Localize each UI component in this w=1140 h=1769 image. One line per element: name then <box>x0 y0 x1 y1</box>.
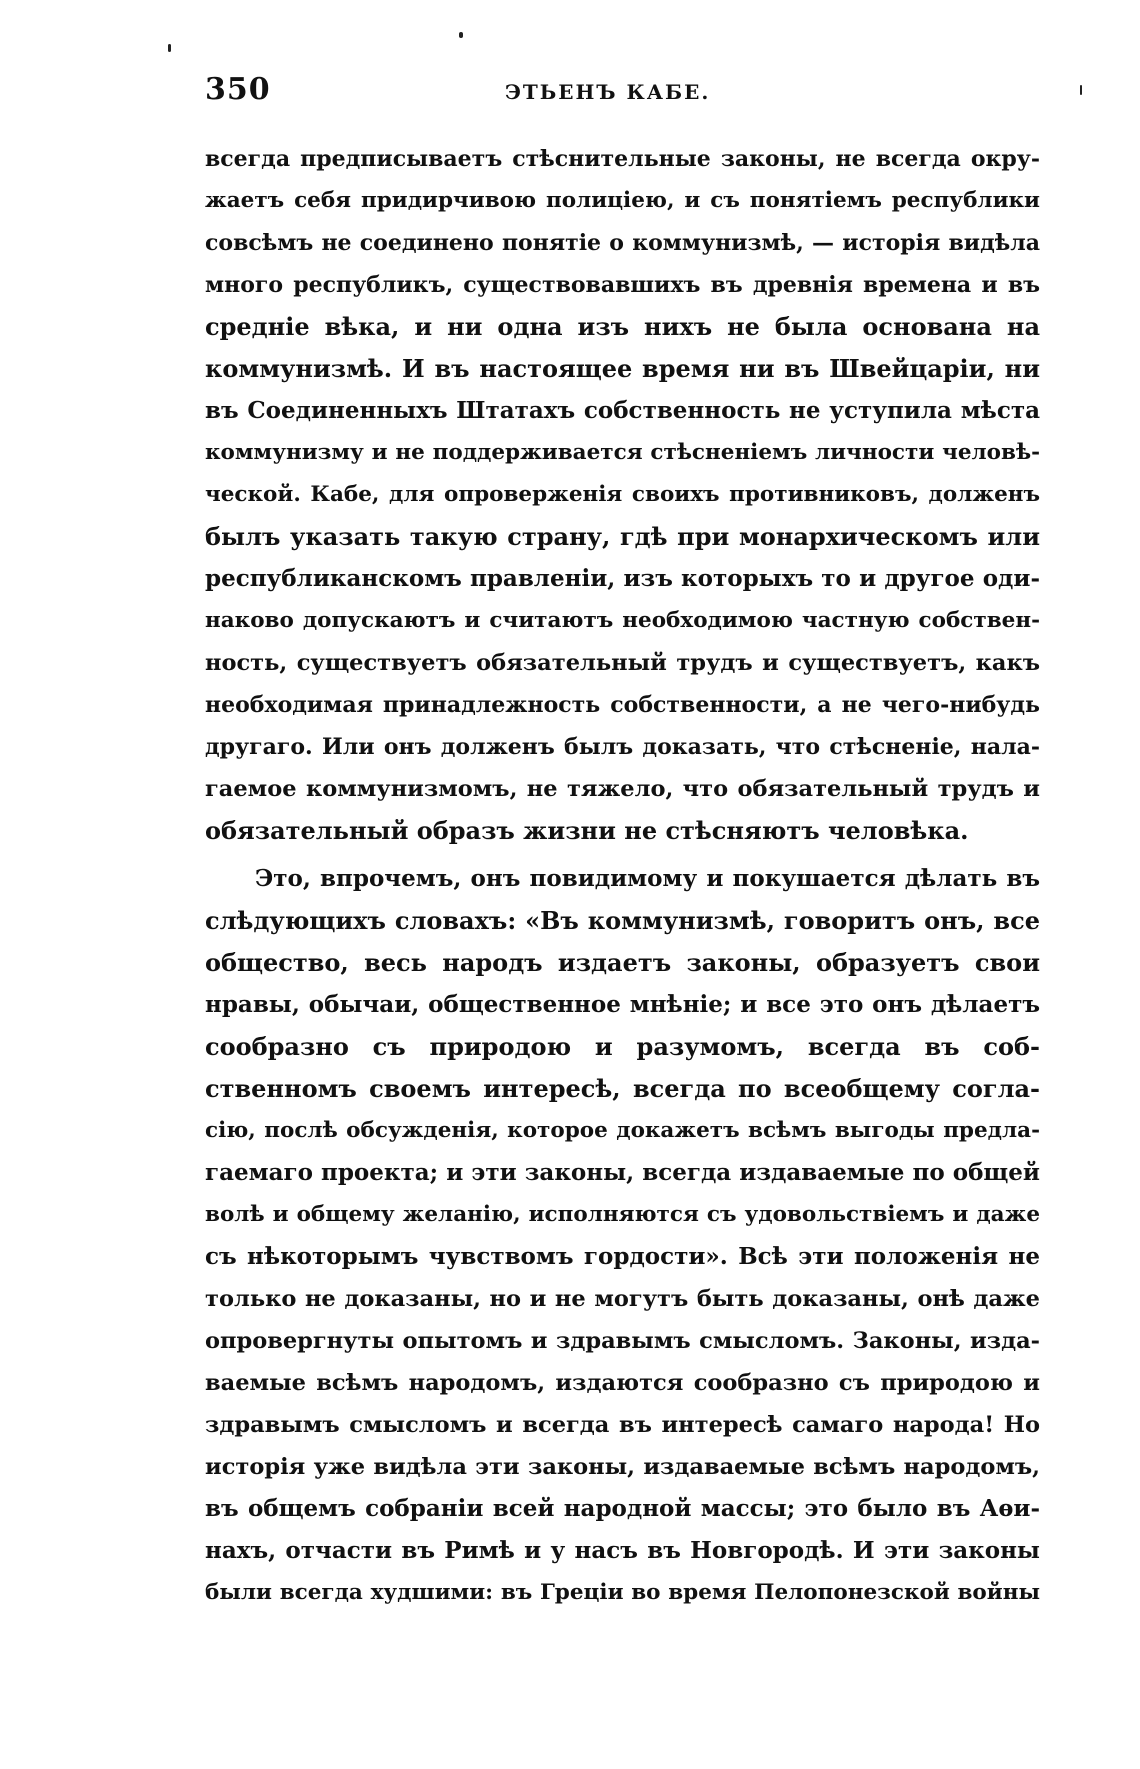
text-line: гаемое коммунизмомъ, не тяжело, что обязательный трудъ и <box>205 776 1040 802</box>
text-line: въ общемъ собраніи всей народной массы; это было въ Аѳи- <box>205 1495 1040 1522</box>
text-line: ваемые всѣмъ народомъ, издаются сообразно съ природою и <box>205 1370 1040 1396</box>
text-line: необходимая принадлежность собственности, а не чего-нибудь <box>205 692 1040 718</box>
text-line: нравы, обычаи, общественное мнѣніе; и все это онъ дѣлаетъ <box>205 991 1040 1018</box>
text-line: республиканскомъ правленіи, изъ которыхъ то и другое оди- <box>205 565 1040 592</box>
text-line: коммунизму и не поддерживается стѣсненіемъ личности человѣ- <box>205 440 1040 465</box>
text-line: въ Соединенныхъ Штатахъ собственность не уступила мѣста <box>205 397 1040 424</box>
page-number: 350 <box>205 72 271 107</box>
text-line: только не доказаны, но и не могутъ быть доказаны, онѣ даже <box>205 1286 1040 1312</box>
text-line: средніе вѣка, и ни одна изъ нихъ не была основана на <box>205 312 1040 341</box>
text-line: сію, послѣ обсужденія, которое докажетъ всѣмъ выгоды предла- <box>205 1118 1040 1143</box>
text-line: ность, существуетъ обязательный трудъ и существуетъ, какъ <box>205 650 1040 676</box>
scan-speck <box>459 32 463 38</box>
text-line: Это, впрочемъ, онъ повидимому и покушается дѣлать въ <box>255 865 1040 892</box>
text-line: слѣдующихъ словахъ: «Въ коммунизмѣ, говоритъ онъ, все <box>205 906 1040 935</box>
text-line: коммунизмѣ. И въ настоящее время ни въ Швейцаріи, ни <box>205 354 1040 383</box>
text-line: общество, весь народъ издаетъ законы, образуетъ свои <box>205 948 1040 977</box>
running-title: ЭТЬЕНЪ КАБЕ. <box>505 80 711 104</box>
text-line: наково допускаютъ и считаютъ необходимою частную собствен- <box>205 608 1040 633</box>
text-line: были всегда худшими: въ Греціи во время Пелопонезской войны <box>205 1580 1040 1605</box>
text-line: волѣ и общему желанію, исполняются съ удовольствіемъ и даже <box>205 1202 1040 1227</box>
text-line: съ нѣкоторымъ чувствомъ гордости». Всѣ эти положенія не <box>205 1243 1040 1270</box>
text-line: былъ указать такую страну, гдѣ при монархическомъ или <box>205 522 1040 551</box>
text-line: совсѣмъ не соединено понятіе о коммунизмѣ, — исторія видѣла <box>205 230 1040 256</box>
text-line: ственномъ своемъ интересѣ, всегда по всеобщему согла- <box>205 1074 1040 1103</box>
body-text <box>205 138 1040 1614</box>
scan-speck <box>1080 85 1082 95</box>
text-line: гаемаго проекта; и эти законы, всегда издаваемые по общей <box>205 1159 1040 1186</box>
paragraph <box>205 858 1040 1614</box>
text-line: много республикъ, существовавшихъ въ древнія времена и въ <box>205 272 1040 298</box>
text-line: ческой. Кабе, для опроверженія своихъ противниковъ, долженъ <box>205 482 1040 507</box>
text-line: обязательный образъ жизни не стѣсняютъ человѣка. <box>205 816 969 845</box>
text-line: нахъ, отчасти въ Римѣ и у насъ въ Новгородѣ. И эти законы <box>205 1537 1040 1564</box>
page-header <box>205 72 1040 108</box>
text-line: всегда предписываетъ стѣснительные законы, не всегда окру- <box>205 146 1040 172</box>
text-line: жаетъ себя придирчивою полиціею, и съ понятіемъ республики <box>205 188 1040 213</box>
text-line: другаго. Или онъ долженъ былъ доказать, что стѣсненіе, нала- <box>205 734 1040 760</box>
text-line: здравымъ смысломъ и всегда въ интересѣ самаго народа! Но <box>205 1412 1040 1438</box>
scan-speck <box>168 44 171 52</box>
text-line: опровергнуты опытомъ и здравымъ смысломъ. Законы, изда- <box>205 1328 1040 1354</box>
paragraph <box>205 138 1040 852</box>
text-line: сообразно съ природою и разумомъ, всегда въ соб- <box>205 1032 1040 1061</box>
text-line: исторія уже видѣла эти законы, издаваемые всѣмъ народомъ, <box>205 1454 1040 1480</box>
